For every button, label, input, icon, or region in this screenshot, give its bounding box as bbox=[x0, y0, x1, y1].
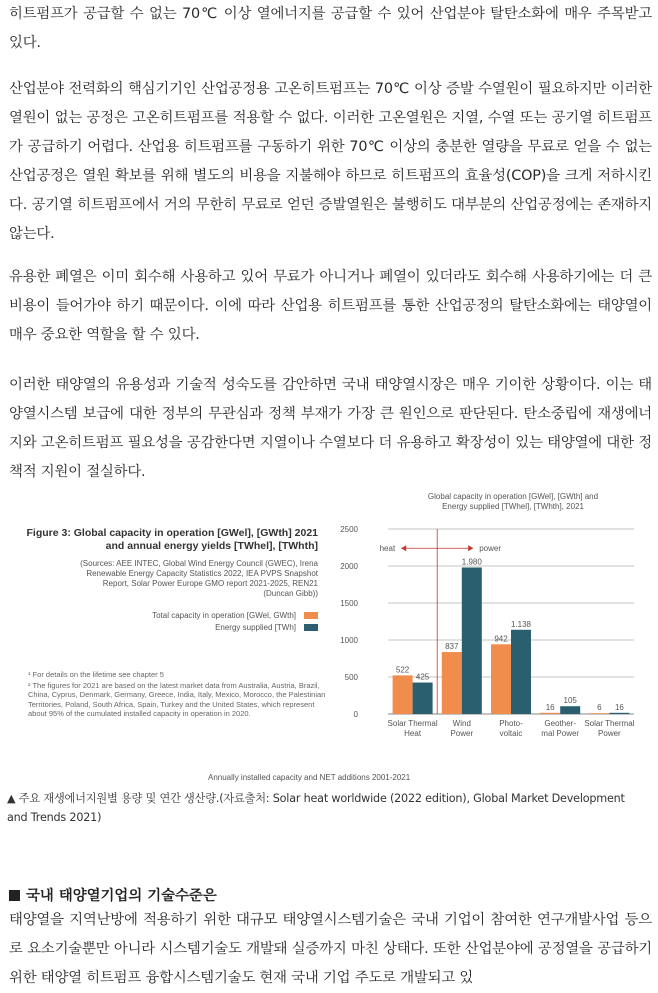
bar-energy bbox=[609, 713, 629, 714]
bar-value-label: 425 bbox=[415, 672, 430, 682]
y-tick-label: 0 bbox=[353, 710, 358, 719]
y-tick-label: 2500 bbox=[340, 525, 358, 534]
figure-sources bbox=[18, 559, 318, 599]
x-category-label: mal Power bbox=[541, 729, 580, 738]
footnote-2: ² The figures for 2021 are based on the latest market data from Australia, Austria, Brazil, China, Cyprus, Denmark, Germany, Greece, India, Italy, Mexico, Morocco, the Palestinian Territories, Poland, South Africa, Spain, Turkey and the United States, which represent about 95% of the cumulated installed capacity in operation in 2020. bbox=[28, 680, 326, 718]
bar-capacity bbox=[540, 713, 560, 714]
y-tick-label: 500 bbox=[344, 673, 358, 682]
legend-item-energy bbox=[152, 622, 318, 634]
bar-value-label: 942 bbox=[494, 634, 508, 644]
legend bbox=[152, 610, 318, 634]
bar-value-label: 1.980 bbox=[461, 557, 482, 567]
bar-value-label: 16 bbox=[545, 702, 555, 712]
paragraph-4: 이러한 태양열의 유용성과 기술적 성숙도를 감안하면 국내 태양열시장은 매우 기이한 상황이다. 이는 태양열시스템 보급에 대한 정부의 무관심과 정책 부재가 가장 큰 원인으로 판단된다. 탄소중립에 재생에너지와 고온히트펌프 필요성을 공감한다면 지열이나 수열보다 더 유용하고 확장성이 있는 태양열에 대한 정책적 지원이 절실하다. bbox=[9, 377, 652, 480]
legend-swatch-energy bbox=[304, 624, 318, 631]
figure-notes bbox=[28, 670, 328, 720]
figure-caption: ▲ 주요 재생에너지원별 용량 및 연간 생산량.(자료출처: Solar heat worldwide (2022 edition), Global Market Development and Trends 2021) bbox=[7, 792, 625, 824]
source-line: Report, Solar Power Europe GMO report 2021-2025, REN21 bbox=[102, 579, 318, 588]
bar-value-label: 6 bbox=[597, 703, 602, 713]
y-tick-label: 1500 bbox=[340, 599, 358, 608]
source-line: (Duncan Gibb)) bbox=[263, 589, 318, 598]
x-category-label: Power bbox=[450, 729, 474, 738]
legend-label-capacity: Total capacity in operation [GWel, GWth] bbox=[152, 611, 296, 620]
arrow-right-icon bbox=[468, 545, 473, 551]
legend-label-energy: Energy supplied [TWh] bbox=[215, 623, 296, 632]
y-tick-label: 1000 bbox=[340, 636, 358, 645]
source-line: Renewable Energy Capacity Statistics 2022, IEA PVPS Snapshot bbox=[86, 569, 318, 578]
figure-title-line2: and annual energy yields [TWhel], [TWhth] bbox=[105, 540, 318, 552]
bar-value-label: 1.138 bbox=[510, 619, 532, 629]
figure-left-panel bbox=[18, 487, 328, 785]
bar-value-label: 105 bbox=[563, 696, 577, 706]
x-category-label: Photo- bbox=[499, 719, 523, 728]
footnote-1: ¹ For details on the lifetime see chapter 5 bbox=[28, 670, 164, 679]
bar-value-label: 522 bbox=[395, 665, 410, 675]
figure-bottom-label: Annually installed capacity and NET additions 2001-2021 bbox=[208, 773, 411, 782]
source-line: (Sources: AEE INTEC, Global Wind Energy Council (GWEC), Irena bbox=[80, 559, 318, 568]
section-heading bbox=[9, 884, 217, 905]
figure-title-line1: Figure 3: Global capacity in operation [GWel], [GWth] 2021 bbox=[26, 527, 318, 539]
chart-title-line2: Energy supplied [TWhel], [TWhth], 2021 bbox=[442, 502, 584, 511]
x-category-label: Solar Thermal bbox=[584, 719, 635, 728]
x-category-label: voltaic bbox=[499, 729, 523, 738]
paragraph-3: 유용한 폐열은 이미 회수해 사용하고 있어 무료가 아니거나 폐열이 있더라도 회수해 사용하기에는 더 큰 비용이 들어가야 하기 때문이다. 이에 따라 산업용 히트펌프를 통한 산업공정의 탈탄소화에는 태양열이 매우 중요한 역할을 할 수 있다. bbox=[9, 269, 652, 343]
section-heading-text: 국내 태양열기업의 기술수준은 bbox=[26, 888, 217, 904]
section-body: 태양열을 지역난방에 적용하기 위한 대규모 태양열시스템기술은 국내 기업이 참여한 연구개발사업 등으로 요소기술뿐만 아니라 시스템기술도 개발돼 실증까지 마친 상태다. 또한 산업분야에 공정열을 공급하기 위한 태양열 히트펌프 융합시스템기술도 현재 국내 기업 주도로 개발되고 있 bbox=[9, 912, 652, 986]
power-label: power bbox=[479, 544, 501, 554]
chart-title-line1: Global capacity in operation [GWel], [GWth] and bbox=[427, 492, 599, 501]
bar-capacity bbox=[589, 713, 609, 714]
bar-capacity bbox=[442, 652, 462, 714]
legend-swatch-capacity bbox=[304, 612, 318, 619]
square-bullet-icon bbox=[9, 890, 20, 901]
figure bbox=[18, 487, 648, 785]
legend-item-capacity bbox=[152, 610, 318, 622]
x-category-label: Solar Thermal bbox=[387, 719, 438, 728]
heat-label: heat bbox=[379, 544, 396, 554]
bar-capacity bbox=[393, 675, 413, 714]
x-category-label: Power bbox=[598, 729, 621, 738]
arrow-left-icon bbox=[401, 545, 406, 551]
paragraph-2: 산업분야 전력화의 핵심기기인 산업공정용 고온히트펌프는 70℃ 이상 증발 수열원이 필요하지만 이러한 열원이 없는 공정은 고온히트펌프를 적용할 수 없다. 이러한 고온열원은 지열, 수열 또는 공기열 히트펌프가 공급하기 어렵다. 산업용 히트펌프를 구동하기 위한 70℃ 이상의 충분한 열량을 무료로 얻을 수 없는 산업공정은 열원 확보를 위해 별도의 비용을 지불해야 하므로 히트펌프의 효율성(COP)을 크게 저하시킨다. 공기열 히트펌프에서 거의 무한히 무료로 얻던 증발열원은 불행히도 대부분의 산업공정에는 존재하지 않는다. bbox=[9, 81, 652, 242]
paragraph-1: 히트펌프가 공급할 수 없는 70℃ 이상 열에너지를 공급할 수 있어 산업분야 탈탄소화에 매우 주목받고 있다. bbox=[9, 6, 652, 51]
bar-energy bbox=[511, 630, 531, 714]
x-category-label: Heat bbox=[404, 729, 422, 738]
bar-energy bbox=[462, 567, 482, 714]
figure-title bbox=[18, 527, 318, 553]
bar-capacity bbox=[491, 644, 511, 714]
bar-energy bbox=[560, 706, 580, 714]
bar-chart bbox=[338, 487, 638, 747]
bar-energy bbox=[413, 683, 433, 714]
bar-value-label: 837 bbox=[445, 642, 459, 652]
y-tick-label: 2000 bbox=[340, 562, 358, 571]
x-category-label: Wind bbox=[452, 719, 471, 728]
x-category-label: Geother- bbox=[544, 719, 576, 728]
bar-value-label: 16 bbox=[614, 702, 624, 712]
